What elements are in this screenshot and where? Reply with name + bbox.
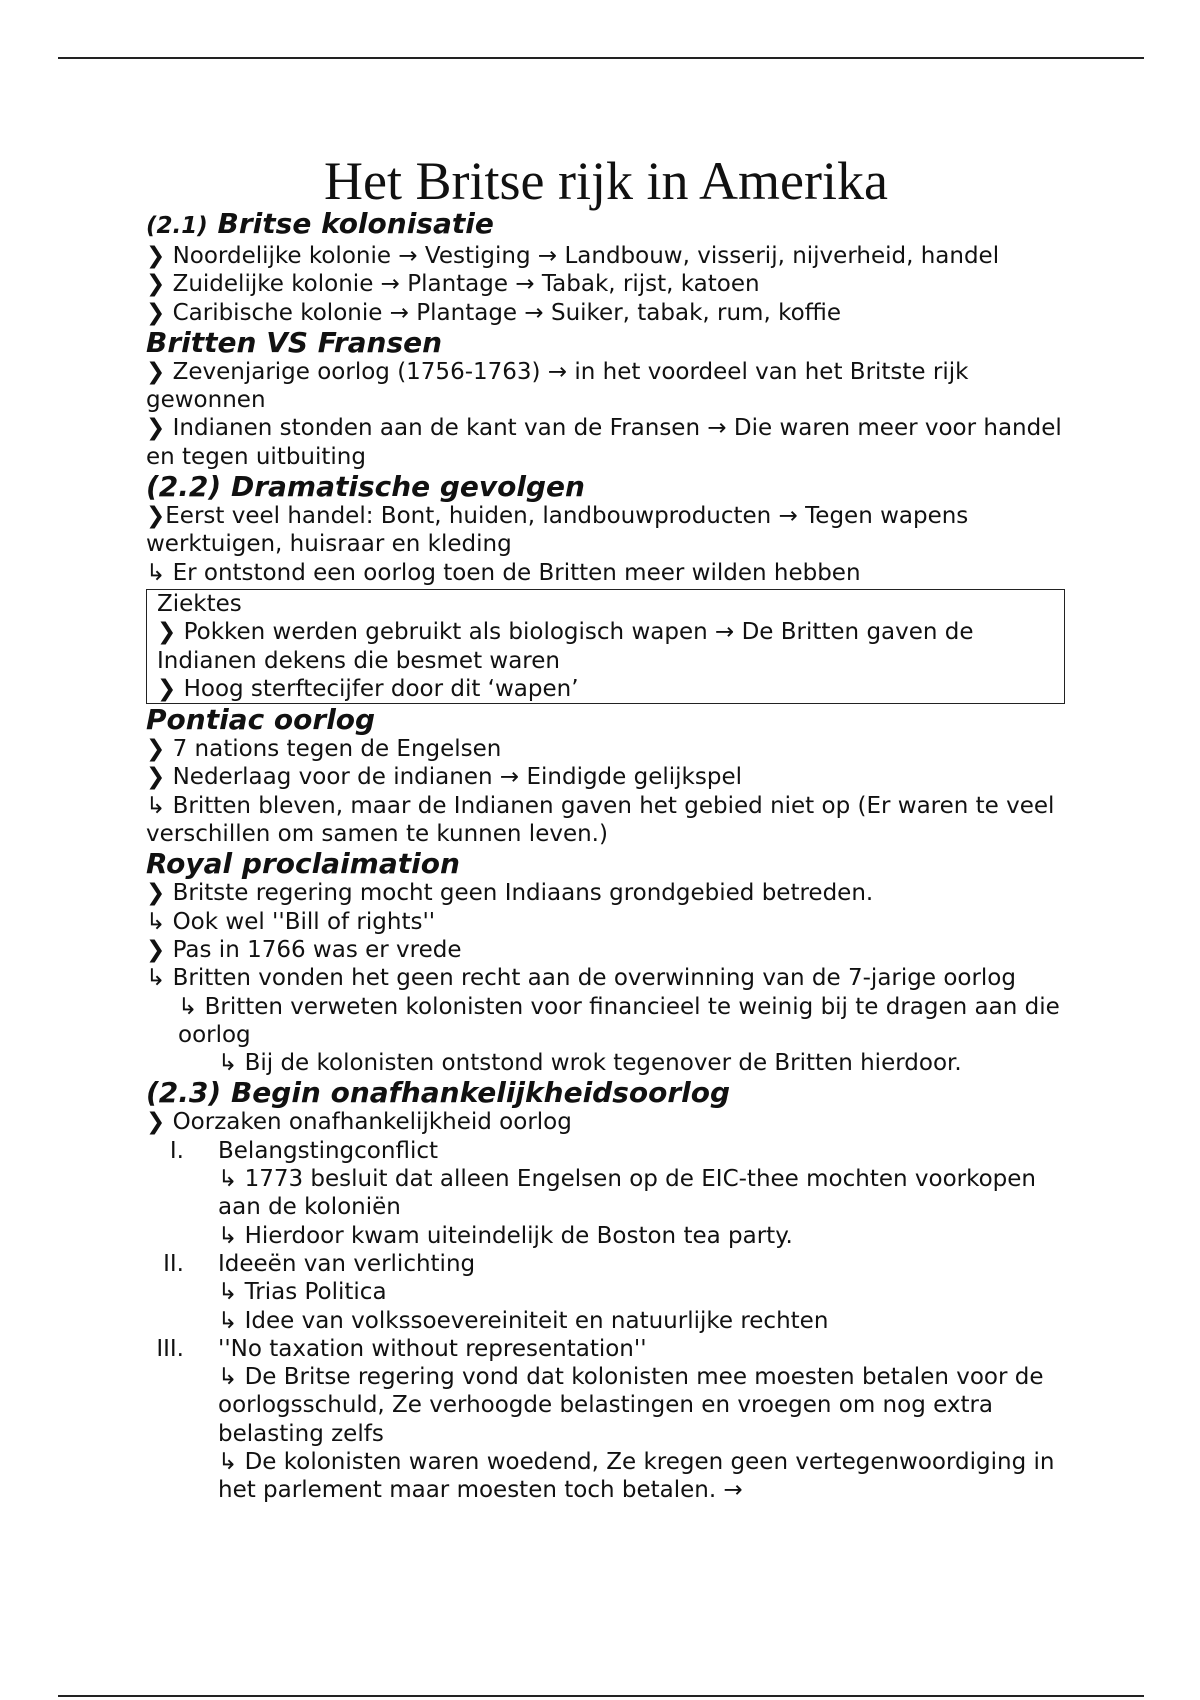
causes-list	[146, 1137, 1066, 1505]
section-heading-begin-onafhankelijkheidsoorlog	[146, 1077, 1066, 1108]
list-item-title: Ideeën van verlichting	[218, 1250, 476, 1277]
section-title: Britse kolonisatie	[217, 207, 494, 240]
text-line: ❯ Pokken werden gebruikt als biologisch wapen → De Britten gaven de Indianen dekens die besmet waren	[157, 619, 974, 674]
section-heading-royal-proclaimation: Royal proclaimation	[146, 847, 460, 881]
list-item	[146, 1137, 1066, 1250]
list-marker: II.	[163, 1250, 184, 1277]
list-item	[146, 1250, 1066, 1335]
sub-line: ↳ 1773 besluit dat alleen Engelsen op de EIC-thee mochten voorkopen aan de koloniën	[218, 1166, 1036, 1221]
sub-line: ↳ Hierdoor kwam uiteindelijk de Boston tea party.	[218, 1222, 793, 1249]
list-item-title: ''No taxation without representation''	[218, 1335, 647, 1362]
text-line: ❯ Hoog sterftecijfer door dit ‘wapen’	[157, 675, 579, 702]
text-line: ❯ Indianen stonden aan de kant van de Fransen → Die waren meer voor handel en tegen uitbuiting	[146, 415, 1062, 470]
section-title: Begin onafhankelijkheidsoorlog	[230, 1076, 731, 1110]
section-number: (2.2)	[146, 470, 222, 504]
text-line: ❯ Britste regering mocht geen Indiaans grondgebied betreden.	[146, 880, 874, 907]
section-title: Dramatische gevolgen	[230, 470, 585, 504]
text-line: ❯ Noordelijke kolonie → Vestiging → Landbouw, visserij, nijverheid, handel	[146, 243, 1000, 269]
bottom-rule	[58, 1695, 1144, 1697]
section-heading-britten-vs-fransen: Britten VS Fransen	[146, 325, 443, 359]
text-line: ❯ 7 nations tegen de Engelsen	[146, 736, 502, 763]
text-line: ❯ Zuidelijke kolonie → Plantage → Tabak, rijst, katoen	[146, 271, 760, 298]
list-item-title: Belangstingconflict	[218, 1137, 438, 1164]
top-rule	[58, 57, 1144, 59]
section-heading-dramatische-gevolgen	[146, 471, 1066, 502]
text-line: ❯ Zevenjarige oorlog (1756-1763) → in het voordeel van het Britste rijk gewonnen	[146, 358, 969, 414]
section-number: (2.1)	[146, 213, 208, 239]
section-number: (2.3)	[146, 1076, 222, 1110]
document-body	[146, 148, 1066, 1505]
ziektes-box	[146, 589, 1065, 704]
text-line: ❯Eerst veel handel: Bont, huiden, landbouwproducten → Tegen wapens werktuigen, huisraar en kleding	[146, 503, 969, 558]
text-line: ❯ Caribische kolonie → Plantage → Suiker, tabak, rum, koffie	[146, 299, 842, 326]
text-line: ↳ Britten vonden het geen recht aan de overwinning van de 7-jarige oorlog	[146, 965, 1016, 992]
indented-line: ↳ Britten verweten kolonisten voor financieel te weinig bij te dragen aan die oorlog	[178, 993, 1060, 1048]
list-marker: I.	[169, 1137, 184, 1164]
sub-line: ↳ Idee van volkssoevereiniteit en natuurlijke rechten	[218, 1307, 829, 1334]
text-line: ↳ Ook wel ''Bill of rights''	[146, 908, 436, 935]
page-title: Het Britse rijk in Amerika	[324, 151, 888, 211]
text-line: ❯ Nederlaag voor de indianen → Eindigde gelijkspel	[146, 764, 742, 791]
sub-line: ↳ De Britse regering vond dat kolonisten mee moesten betalen voor de oorlogsschuld, Ze verhoogde belastingen en vroegen om nog extra belasting zelfs	[218, 1364, 1044, 1447]
sub-line: ↳ De kolonisten waren woedend, Ze kregen geen vertegenwoordiging in het parlement maar moesten toch betalen. →	[218, 1448, 1055, 1504]
text-line: ↳ Er ontstond een oorlog toen de Britten meer wilden hebben	[146, 559, 861, 586]
sub-line: ↳ Trias Politica	[218, 1279, 387, 1306]
indented-line: ↳ Bij de kolonisten ontstond wrok tegenover de Britten hierdoor.	[218, 1050, 962, 1077]
section-heading-pontiac-oorlog: Pontiac oorlog	[146, 703, 376, 737]
box-title: Ziektes	[157, 590, 242, 617]
text-line: ❯ Pas in 1766 was er vrede	[146, 936, 462, 963]
list-marker: III.	[156, 1335, 184, 1362]
list-item	[146, 1335, 1066, 1505]
text-line: ↳ Britten bleven, maar de Indianen gaven het gebied niet op (Er waren te veel verschillen om samen te kunnen leven.)	[146, 792, 1055, 848]
text-line: ❯ Oorzaken onafhankelijkheid oorlog	[146, 1109, 572, 1136]
